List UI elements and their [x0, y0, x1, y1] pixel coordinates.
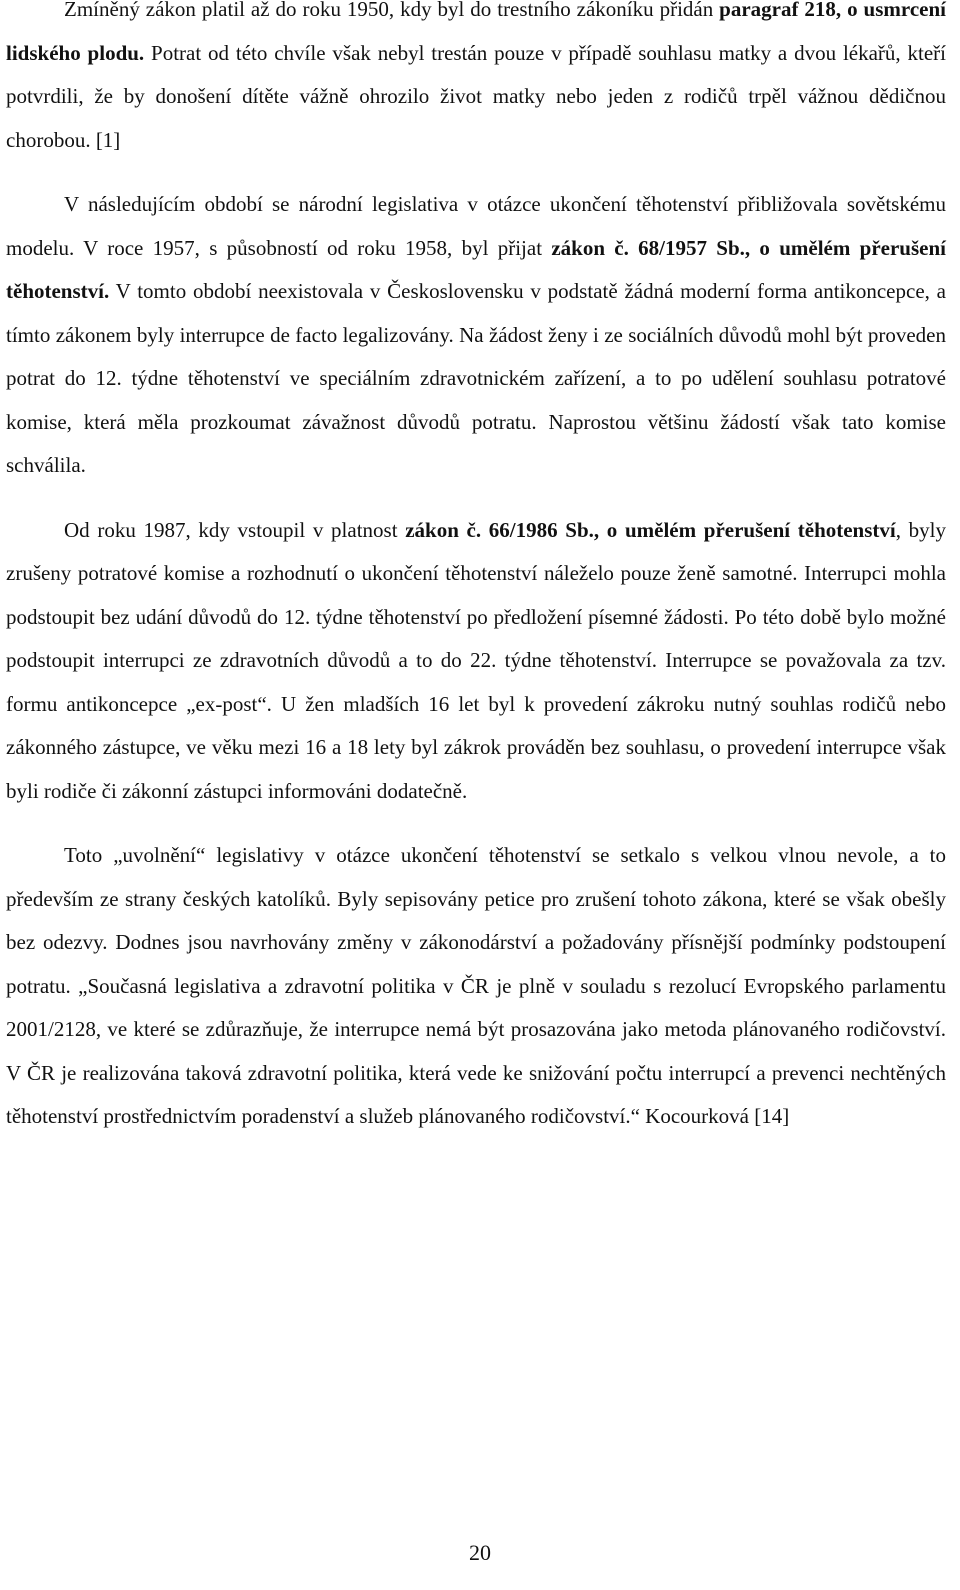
text-segment: V následujícím období se národní legislativa v otázce ukončení těhotenství přibližovala sovětskému modelu. V roce 1957, s působností od roku 1958, byl přijat	[6, 192, 946, 260]
text-segment: Od roku 1987, kdy vstoupil v platnost	[64, 517, 406, 542]
text-segment: Zmíněný zákon platil až do roku 1950, kdy byl do trestního zákoníku přidán	[64, 0, 720, 21]
paragraph-1	[6, 0, 946, 162]
paragraph-2	[6, 183, 946, 488]
text-segment: V tomto období neexistovala v Československu v podstatě žádná moderní forma antikoncepce, a tímto zákonem byly interrupce de facto legalizovány. Na žádost ženy i ze sociálních důvodů mohl být proveden potrat do 12. týdne těhotenství ve speciálním zdravotnickém zařízení, a to po udělení souhlasu potratové komise, která měla prozkoumat závažnost důvodů potratu. Naprostou většinu žádostí však tato komise schválila.	[6, 279, 946, 477]
bold-text-segment: zákon č. 66/1986 Sb., o umělém přerušení těhotenství	[405, 517, 896, 542]
document-body	[6, 0, 946, 1160]
paragraph-4	[6, 834, 946, 1139]
bold-text-segment: zákon č. 68/1957 Sb., o umělém přerušení těhotenství.	[6, 235, 946, 303]
paragraph-3	[6, 509, 946, 814]
page-number: 20	[469, 1540, 491, 1565]
bold-text-segment: paragraf 218, o usmrcení lidského plodu.	[6, 0, 946, 65]
text-segment: Toto „uvolnění“ legislativy v otázce ukončení těhotenství se setkalo s velkou vlnou nevole, a to především ze strany českých katolíků. Byly sepisovány petice pro zrušení tohoto zákona, které se však obešly bez odezvy. Dodnes jsou navrhovány změny v zákonodárství a požadovány přísnější podmínky podstoupení potratu. „Současná legislativa a zdravotní politika v ČR je plně v souladu s rezolucí Evropského parlamentu 2001/2128, ve které se zdůrazňuje, že interrupce nemá být prosazována jako metoda plánovaného rodičovství. V ČR je realizována taková zdravotní politika, která vede ke snižování počtu interrupcí a prevenci nechtěných těhotenství prostřednictvím poradenství a služeb plánovaného rodičovství.“ Kocourková [14]	[6, 843, 946, 1128]
text-segment: , byly zrušeny potratové komise a rozhodnutí o ukončení těhotenství náleželo pouze ženě samotné. Interrupci mohla podstoupit bez udání důvodů do 12. týdne těhotenství po předložení písemné žádosti. Po této době bylo možné podstoupit interrupci ze zdravotních důvodů a to do 22. týdne těhotenství. Interrupce se považovala za tzv. formu antikoncepce „ex-post“. U žen mladších 16 let byl k provedení zákroku nutný souhlas rodičů nebo zákonného zástupce, ve věku mezi 16 a 18 lety byl zákrok prováděn bez souhlasu, o provedení interrupce však byli rodiče či zákonní zástupci informováni dodatečně.	[6, 517, 946, 803]
text-segment: Potrat od této chvíle však nebyl trestán pouze v případě souhlasu matky a dvou lékařů, kteří potvrdili, že by donošení dítěte vážně ohrozilo život matky nebo jeden z rodičů trpěl vážnou dědičnou chorobou. [1]	[6, 40, 947, 152]
